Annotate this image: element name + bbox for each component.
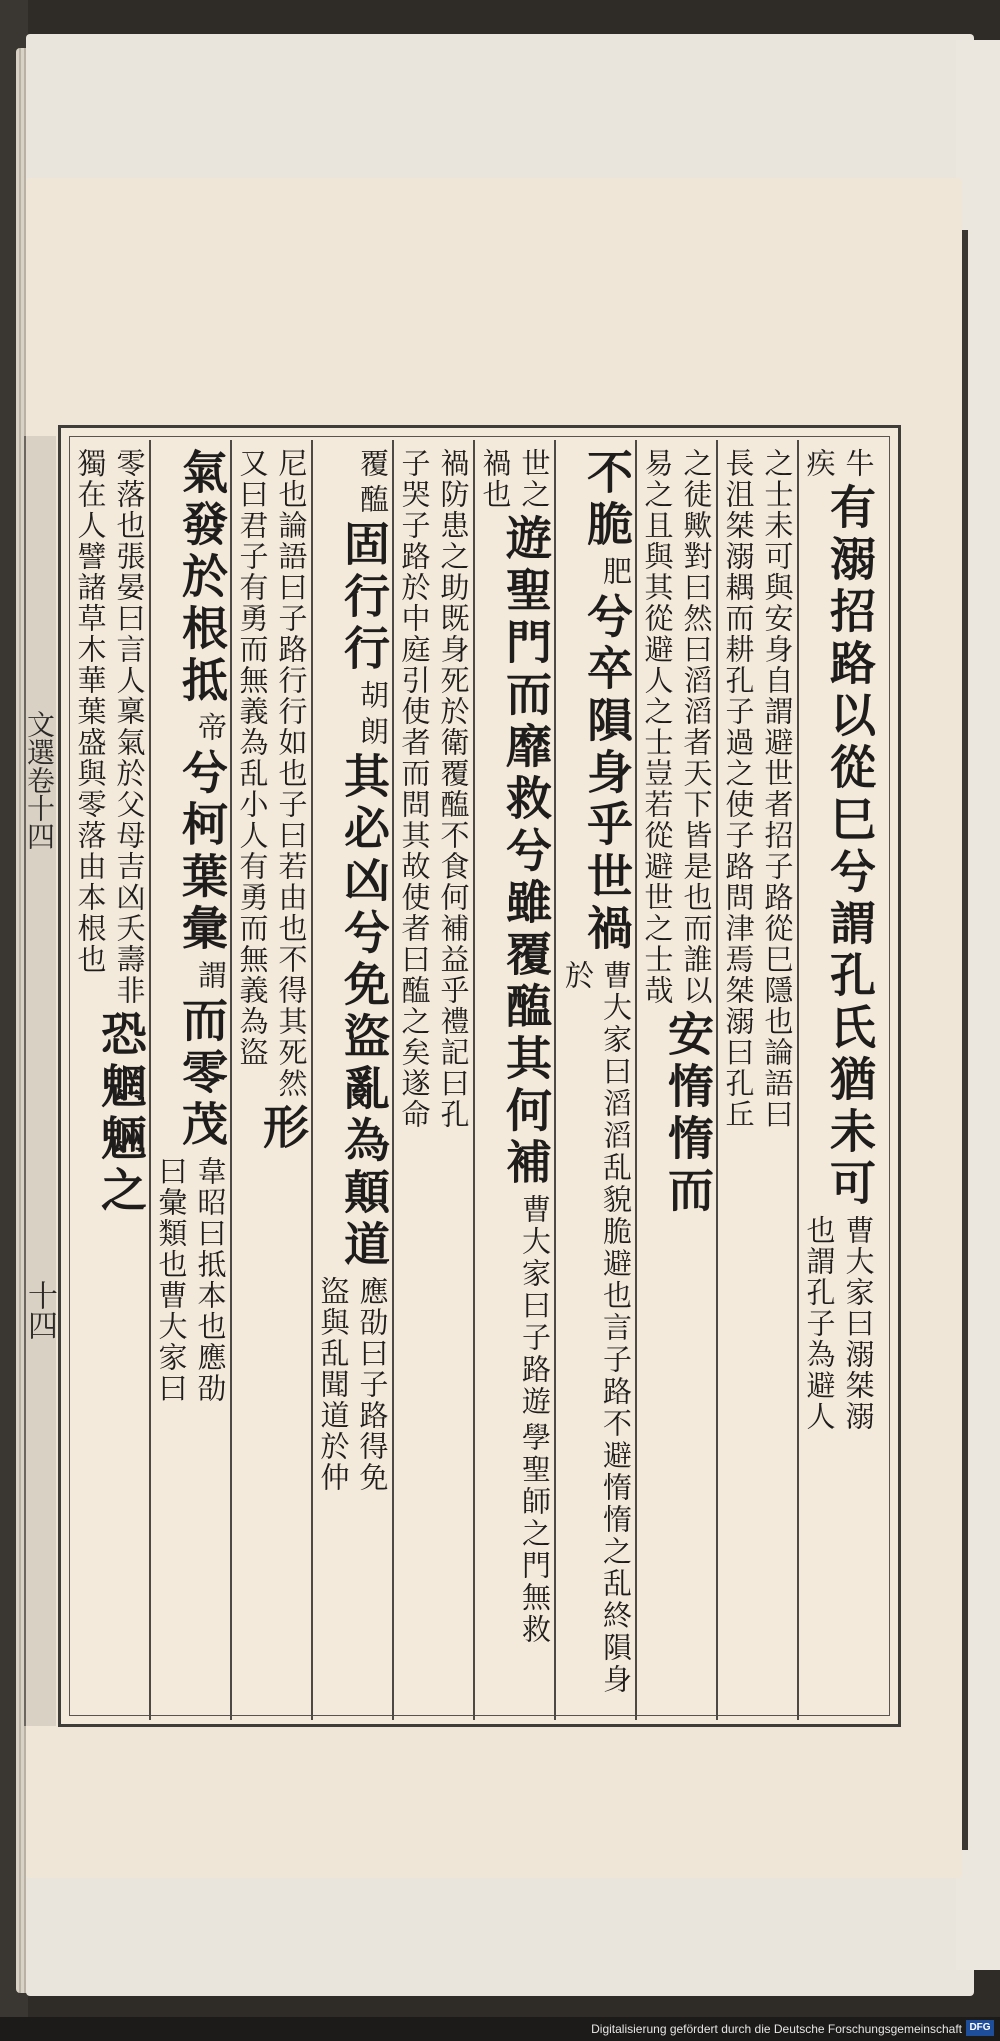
footer-text: Digitalisierung gefördert durch die Deutsche Forschungsgemeinschaft [591,2022,962,2036]
main-text-run: 其必凶兮免盜亂為顛道 [337,752,391,1272]
text-column [800,448,878,1703]
commentary-right: 世之 [517,448,552,510]
commentary-right: 曹大家曰溺桀溺 [841,1215,876,1432]
gutter-page-number [22,1280,57,1340]
commentary-right: 尼也論語曰子路行行如也子曰若由也不得其死然 [274,448,309,1099]
text-block [58,425,901,1727]
gutter-text-run: 十四 [22,1280,57,1340]
small-text-run: 胡 [356,680,390,712]
commentary-pair [233,448,311,1099]
commentary-pair [800,1215,878,1432]
column-rule [392,440,394,1720]
small-text-run: 謂 [194,960,228,992]
main-text-run: 不脆 [580,448,634,552]
text-column [557,448,635,1703]
small-text-run: 朗 [356,716,390,748]
commentary-left: 又曰君子有勇而無義為乱小人有勇而無義為盜 [235,448,270,1068]
column-rule [716,440,718,1720]
text-column [476,448,554,1703]
small-text-run: 帝 [194,712,228,744]
text-column [71,448,149,1703]
commentary-right: 零落也張晏曰言人稟氣於父母吉凶夭壽非 [112,448,147,1006]
main-text-run: 有溺招路以從巳兮謂孔氏猶未可 [823,483,877,1211]
commentary-pair [314,1276,392,1493]
small-text-run: 肥 [599,556,633,588]
commentary-left: 疾 [802,448,837,479]
commentary-pair [71,448,149,1006]
commentary-right: 禍防患之助既身死於衛覆醢不食何補益乎禮記曰孔 [436,448,471,1130]
text-column [638,448,716,1703]
commentary-pair [476,448,554,510]
main-text-run: 固行行 [337,520,391,676]
main-text-run: 兮卒隕身乎世禍 [580,592,634,956]
gutter-text-run: 文選卷十四 [23,710,56,850]
small-text-run: 學聖師之門無救 [518,1422,552,1646]
gutter-strip [24,436,56,1726]
commentary-right: 應劭曰子路得免 [355,1276,390,1493]
commentary-pair [800,448,878,479]
text-column [152,448,230,1703]
column-rule [473,440,475,1720]
main-text-run: 恐魍魎之 [94,1010,148,1218]
text-column [719,448,797,1703]
small-text-run: 覆 [356,448,390,480]
small-text-run: 曹大家曰子路遊 [518,1194,552,1418]
column-rule [635,440,637,1720]
commentary-pair [395,448,473,1130]
commentary-right: 韋昭曰抵本也應劭 [193,1156,228,1404]
commentary-right: 牛 [841,448,876,479]
column-rule [311,440,313,1720]
small-text-run: 醢 [356,484,390,516]
gutter-title [24,710,54,850]
main-text-run: 安惰惰而 [661,1010,715,1218]
commentary-left: 易之且與其從避人之士豈若從避世之士哉 [640,448,675,1006]
commentary-right: 之士未可與安身自謂避世者招子路從巳隱也論語曰 [760,448,795,1130]
text-column [395,448,473,1703]
main-text-run: 氣發於根抵 [175,448,229,708]
commentary-right: 之徒歟對曰然曰滔滔者天下皆是也而誰以 [679,448,714,1006]
commentary-left: 長沮桀溺耦而耕孔子過之使子路問津焉桀溺曰孔丘 [721,448,756,1130]
column-rule [797,440,799,1720]
commentary-pair [638,448,716,1006]
main-text-run: 遊聖門而靡救兮雖覆醢其何補 [499,514,553,1190]
main-text-run: 形 [256,1103,310,1155]
main-text-run: 兮柯葉彙 [175,748,229,956]
column-rule [149,440,151,1720]
text-column [233,448,311,1703]
main-text-run: 而零茂 [175,996,229,1152]
commentary-left: 盜與乱聞道於仲 [316,1276,351,1493]
commentary-left: 曰彙類也曹大家曰 [154,1156,189,1404]
column-rule [554,440,556,1720]
text-column [314,448,392,1703]
commentary-pair [152,1156,230,1404]
commentary-left: 獨在人譬諸草木華葉盛與零落由本根也 [73,448,108,975]
column-rule [230,440,232,1720]
commentary-pair [719,448,797,1130]
small-text-run: 曹大家曰滔滔乱貌脆避也言子路不避惰惰之乱終隕身於 [561,960,633,1696]
commentary-left: 也謂孔子為避人 [802,1215,837,1432]
commentary-left: 子哭子路於中庭引使者而問其故使者曰醢之矣遂命 [397,448,432,1130]
dfg-logo: DFG [966,2020,994,2036]
commentary-left: 禍也 [478,448,513,510]
